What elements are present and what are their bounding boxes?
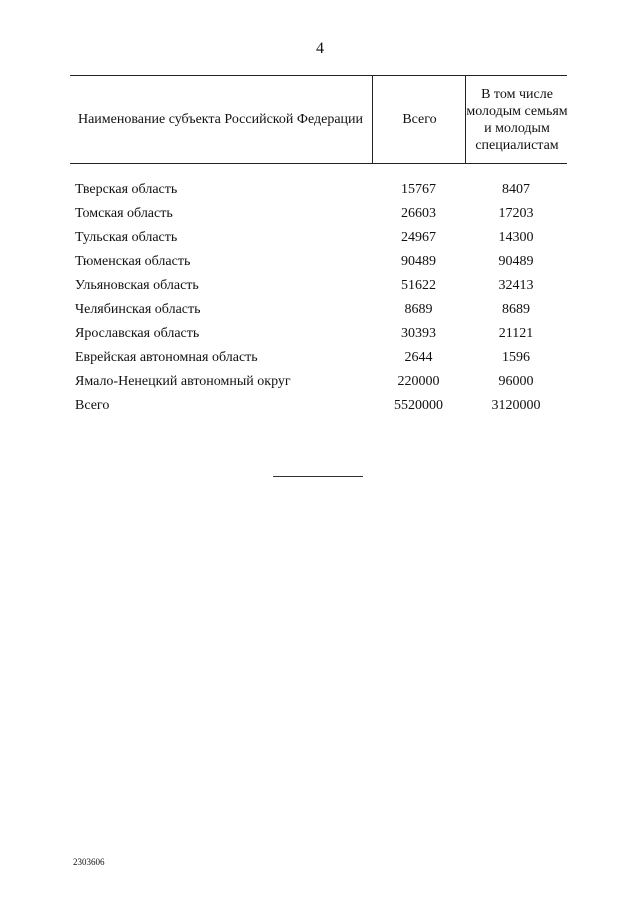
row-young: 1596 bbox=[502, 350, 530, 365]
row-total: 5520000 bbox=[394, 398, 443, 413]
header-subject-name: Наименование субъекта Российской Федерации bbox=[77, 112, 364, 127]
end-of-table-rule bbox=[273, 476, 363, 477]
table-row bbox=[70, 178, 567, 202]
header-total: Всего bbox=[372, 76, 466, 163]
table-row bbox=[70, 202, 567, 226]
row-young: 32413 bbox=[498, 278, 534, 293]
row-total: 26603 bbox=[401, 206, 436, 221]
row-subject-name: Тверская область bbox=[75, 182, 178, 197]
row-subject-name: Томская область bbox=[75, 206, 173, 221]
row-total: 90489 bbox=[401, 254, 436, 269]
row-young: 3120000 bbox=[491, 398, 541, 413]
row-total: 2644 bbox=[404, 350, 433, 365]
table-header bbox=[70, 75, 567, 164]
row-total: 8689 bbox=[404, 302, 433, 317]
table-row bbox=[70, 298, 567, 322]
row-young: 96000 bbox=[498, 374, 534, 389]
row-total: 220000 bbox=[397, 374, 440, 389]
table-row bbox=[70, 274, 567, 298]
row-total: 30393 bbox=[401, 326, 436, 341]
row-total: 24967 bbox=[401, 230, 436, 245]
row-young: 14300 bbox=[498, 230, 534, 245]
row-subject-name: Еврейская автономная область bbox=[75, 350, 258, 365]
row-subject-name: Ямало-Ненецкий автономный округ bbox=[75, 374, 291, 389]
row-total: 15767 bbox=[401, 182, 436, 197]
table-row bbox=[70, 346, 567, 370]
table-row bbox=[70, 250, 567, 274]
row-subject-name: Всего bbox=[75, 398, 110, 413]
page-number: 4 bbox=[316, 40, 324, 57]
table-body bbox=[70, 178, 567, 418]
row-subject-name: Челябинская область bbox=[75, 302, 201, 317]
document-code: 2303606 bbox=[73, 857, 105, 867]
row-subject-name: Тюменская область bbox=[75, 254, 191, 269]
table-row bbox=[70, 226, 567, 250]
row-total: 51622 bbox=[401, 278, 436, 293]
row-subject-name: Ярославская область bbox=[75, 326, 200, 341]
row-subject-name: Тульская область bbox=[75, 230, 178, 245]
table-row bbox=[70, 322, 567, 346]
row-young: 17203 bbox=[498, 206, 534, 221]
row-young: 8689 bbox=[502, 302, 530, 317]
row-young: 21121 bbox=[498, 326, 534, 341]
row-subject-name: Ульяновская область bbox=[75, 278, 199, 293]
table-row bbox=[70, 370, 567, 394]
table-row-total bbox=[70, 394, 567, 418]
row-young: 90489 bbox=[498, 254, 534, 269]
header-young-families: В том числе молодым семьям и молодым специалистам bbox=[465, 76, 568, 163]
row-young: 8407 bbox=[502, 182, 530, 197]
